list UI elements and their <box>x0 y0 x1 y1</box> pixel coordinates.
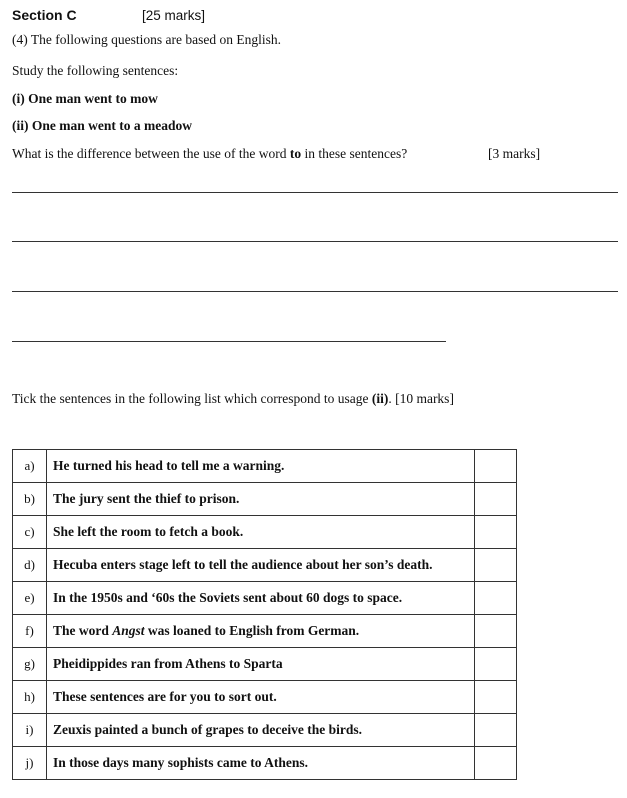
example-sentence-1: (i) One man went to mow <box>12 91 158 106</box>
tick-box[interactable] <box>475 714 517 747</box>
item-sentence: The jury sent the thief to prison. <box>47 483 475 516</box>
example-sentence-2: (ii) One man went to a meadow <box>12 118 192 133</box>
tick-box[interactable] <box>475 582 517 615</box>
question-intro: (4) The following questions are based on English. <box>12 32 281 47</box>
tick-box[interactable] <box>475 747 517 780</box>
item-sentence-before: The word <box>53 623 113 638</box>
item-sentence-italic: Angst <box>112 623 145 638</box>
table-row <box>13 450 517 483</box>
tick-instruction-before: Tick the sentences in the following list which correspond to usage <box>12 391 372 406</box>
item-sentence: In those days many sophists came to Athens. <box>47 747 475 780</box>
tick-table <box>12 449 517 780</box>
answer-line-1[interactable] <box>12 192 618 193</box>
section-marks: [25 marks] <box>142 8 206 23</box>
table-row <box>13 516 517 549</box>
item-sentence: Hecuba enters stage left to tell the audience about her son’s death. <box>47 549 475 582</box>
question-prompt-after: in these sentences? <box>301 146 408 161</box>
answer-line-3[interactable] <box>12 291 618 292</box>
item-sentence: She left the room to fetch a book. <box>47 516 475 549</box>
table-row <box>13 483 517 516</box>
item-letter: j) <box>13 747 47 780</box>
item-sentence-after: was loaned to English from German. <box>144 623 360 638</box>
item-sentence: He turned his head to tell me a warning. <box>47 450 475 483</box>
table-row <box>13 747 517 780</box>
question-marks: [3 marks] <box>488 146 541 161</box>
item-letter: c) <box>13 516 47 549</box>
item-letter: i) <box>13 714 47 747</box>
study-instruction: Study the following sentences: <box>12 63 179 78</box>
item-sentence: Zeuxis painted a bunch of grapes to deceive the birds. <box>47 714 475 747</box>
table-row <box>13 615 517 648</box>
tick-instruction-after: . [10 marks] <box>388 391 454 406</box>
tick-box[interactable] <box>475 549 517 582</box>
question-prompt <box>12 146 407 162</box>
item-letter: f) <box>13 615 47 648</box>
item-sentence: Pheidippides ran from Athens to Sparta <box>47 648 475 681</box>
tick-box[interactable] <box>475 615 517 648</box>
item-sentence: In the 1950s and ‘60s the Soviets sent about 60 dogs to space. <box>47 582 475 615</box>
answer-line-4[interactable] <box>12 341 446 342</box>
item-sentence: These sentences are for you to sort out. <box>47 681 475 714</box>
table-row <box>13 681 517 714</box>
question-prompt-before: What is the difference between the use of the word <box>12 146 290 161</box>
section-title: Section C <box>12 7 77 23</box>
answer-line-2[interactable] <box>12 241 618 242</box>
tick-box[interactable] <box>475 450 517 483</box>
table-row <box>13 714 517 747</box>
table-row <box>13 549 517 582</box>
item-letter: e) <box>13 582 47 615</box>
tick-box[interactable] <box>475 516 517 549</box>
item-letter: b) <box>13 483 47 516</box>
item-letter: g) <box>13 648 47 681</box>
tick-instruction-usage: (ii) <box>371 391 389 406</box>
item-sentence <box>47 615 475 648</box>
item-letter: d) <box>13 549 47 582</box>
tick-box[interactable] <box>475 648 517 681</box>
item-letter: h) <box>13 681 47 714</box>
question-prompt-word: to <box>289 146 302 161</box>
table-row <box>13 648 517 681</box>
tick-box[interactable] <box>475 681 517 714</box>
tick-instruction <box>12 391 454 407</box>
table-row <box>13 582 517 615</box>
item-letter: a) <box>13 450 47 483</box>
tick-box[interactable] <box>475 483 517 516</box>
